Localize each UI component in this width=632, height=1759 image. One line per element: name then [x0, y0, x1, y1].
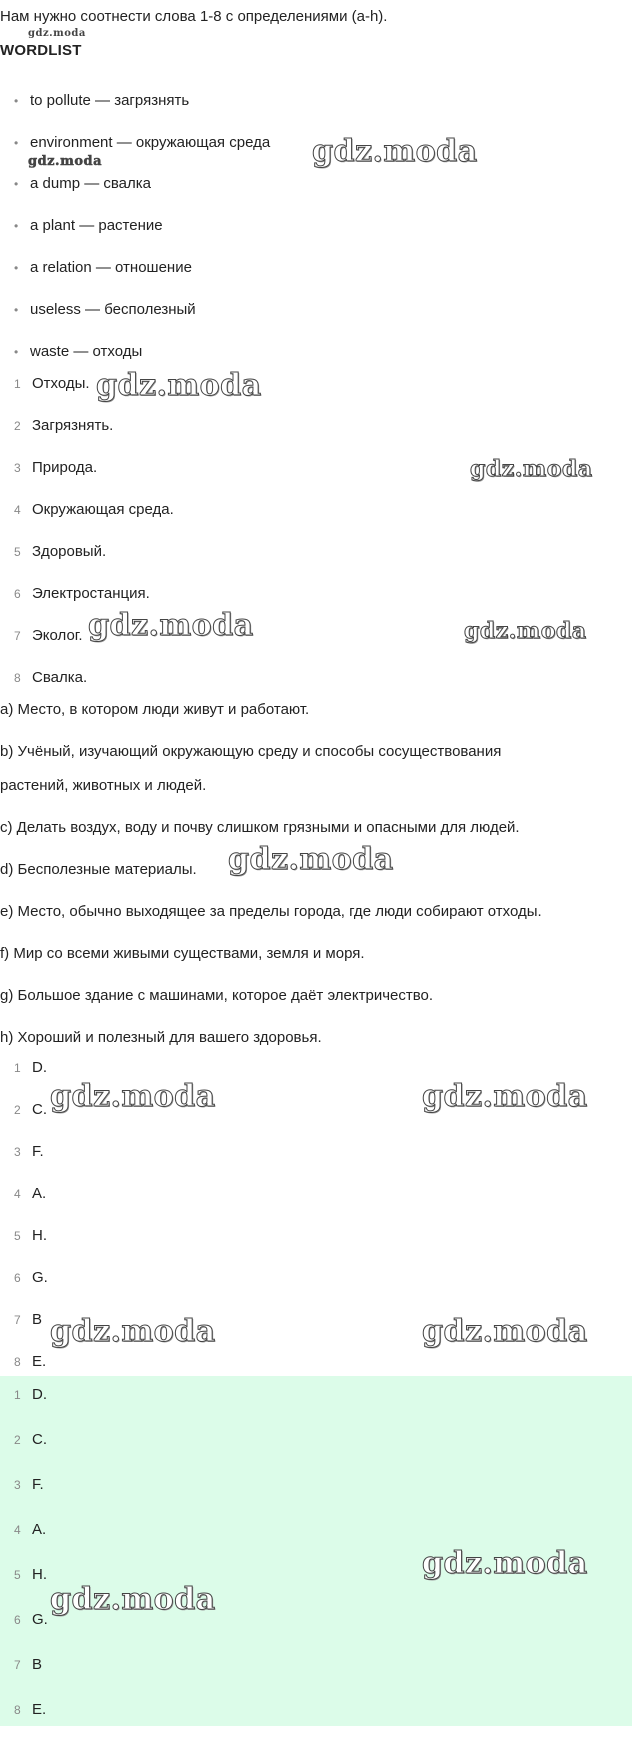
list-item: 2 Загрязнять. [14, 417, 114, 434]
list-item: 8 E. [14, 1353, 47, 1370]
wordlist-heading: WORDLIST [0, 42, 82, 59]
definition-e: e) Место, обычно выходящее за пределы города, где люди собирают отходы. [0, 903, 542, 920]
watermark: gdz.moda [28, 28, 86, 39]
list-item: 4 A. [14, 1185, 47, 1202]
list-item: 4 A. [14, 1521, 47, 1538]
list-item: • a relation — отношение [14, 259, 192, 276]
watermark: gdz.moda [88, 608, 254, 643]
list-item: 5 H. [14, 1566, 47, 1583]
watermark: gdz.moda [50, 1079, 216, 1114]
list-item: • a plant — растение [14, 217, 163, 234]
list-item: 3 F. [14, 1476, 44, 1493]
list-item: 2 C. [14, 1431, 47, 1448]
list-item: • to pollute — загрязнять [14, 92, 190, 109]
definition-a: a) Место, в котором люди живут и работают. [0, 701, 310, 718]
bullet-icon: • [14, 219, 19, 233]
watermark: gdz.moda [28, 154, 103, 169]
watermark: gdz.moda [470, 456, 593, 482]
list-item: • waste — отходы [14, 343, 143, 360]
bullet-icon: • [14, 177, 19, 191]
list-item: 1 D. [14, 1059, 47, 1076]
list-item: 5 Здоровый. [14, 543, 107, 560]
list-item: • a dump — свалка [14, 175, 151, 192]
list-item: 7 B [14, 1656, 43, 1673]
watermark: gdz.moda [96, 368, 262, 403]
definition-g: g) Большое здание с машинами, которое даёт электричество. [0, 987, 434, 1004]
list-item: • environment — окружающая среда [14, 134, 271, 151]
watermark: gdz.moda [228, 842, 394, 877]
definition-h: h) Хороший и полезный для вашего здоровья. [0, 1029, 322, 1046]
list-item: 8 Свалка. [14, 669, 88, 686]
list-item: 6 G. [14, 1611, 48, 1628]
bullet-icon: • [14, 94, 19, 108]
list-item: 8 E. [14, 1701, 47, 1718]
list-item: 7 Эколог. [14, 627, 83, 644]
definition-f: f) Мир со всеми живыми существами, земля и моря. [0, 945, 365, 962]
list-item: 2 C. [14, 1101, 47, 1118]
bullet-icon: • [14, 261, 19, 275]
definition-b: b) Учёный, изучающий окружающую среду и способы сосуществования [0, 743, 502, 760]
list-item: 3 F. [14, 1143, 44, 1160]
list-item: 1 Отходы. [14, 375, 90, 392]
watermark: gdz.moda [422, 1079, 588, 1114]
list-item: 6 Электростанция. [14, 585, 150, 602]
watermark: gdz.moda [50, 1314, 216, 1349]
bullet-icon: • [14, 303, 19, 317]
list-item: 7 B [14, 1311, 43, 1328]
watermark: gdz.moda [50, 1582, 216, 1617]
list-item: 3 Природа. [14, 459, 98, 476]
bullet-icon: • [14, 345, 19, 359]
definition-d: d) Бесполезные материалы. [0, 861, 197, 878]
intro-text: Нам нужно соотнести слова 1-8 с определениями (a-h). [0, 8, 388, 25]
watermark: gdz.moda [422, 1314, 588, 1349]
watermark: gdz.moda [422, 1546, 588, 1581]
list-item: • useless — бесполезный [14, 301, 196, 318]
list-item: 5 H. [14, 1227, 47, 1244]
definition-b-continued: растений, животных и людей. [0, 777, 207, 794]
watermark: gdz.moda [312, 134, 478, 169]
list-item: 6 G. [14, 1269, 48, 1286]
definition-c: c) Делать воздух, воду и почву слишком грязными и опасными для людей. [0, 819, 520, 836]
watermark: gdz.moda [464, 618, 587, 644]
list-item: 1 D. [14, 1386, 47, 1403]
bullet-icon: • [14, 136, 19, 150]
list-item: 4 Окружающая среда. [14, 501, 174, 518]
